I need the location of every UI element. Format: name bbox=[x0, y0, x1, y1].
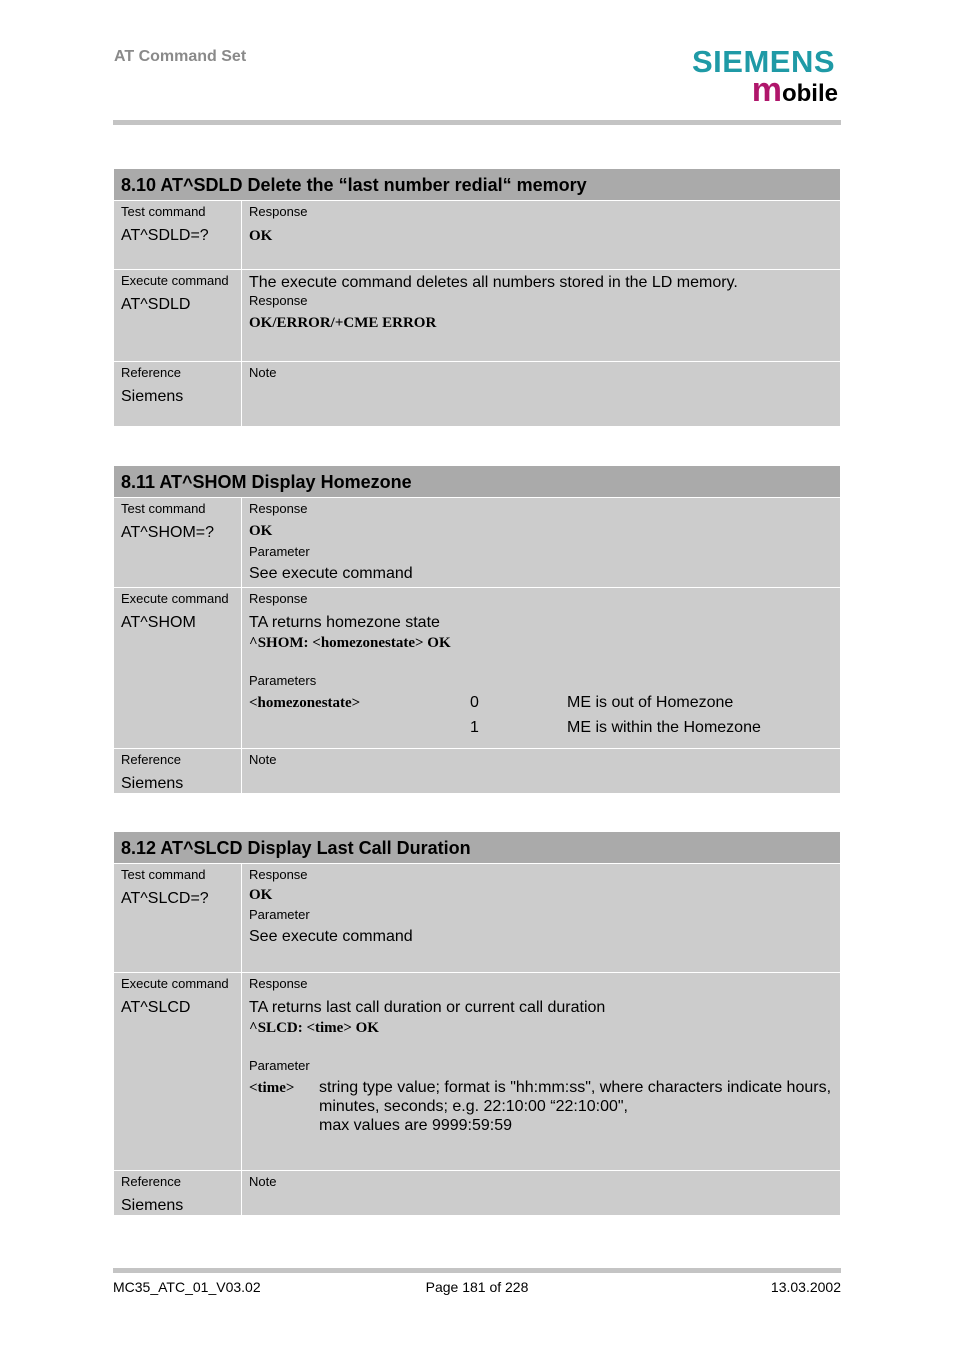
reference-value: Siemens bbox=[121, 1197, 184, 1214]
parameter-text-line: max values are 9999:59:59 bbox=[319, 1117, 513, 1134]
note-label: Note bbox=[249, 365, 277, 380]
parameters-label: Parameters bbox=[249, 673, 317, 688]
document-title: AT Command Set bbox=[114, 48, 247, 65]
test-command: AT^SDLD=? bbox=[121, 227, 209, 244]
test-response: OK bbox=[249, 887, 273, 903]
parameter-value-description: ME is out of Homezone bbox=[567, 694, 734, 711]
note-label: Note bbox=[249, 1174, 277, 1189]
parameter-label: Parameter bbox=[249, 544, 310, 559]
execute-command-row bbox=[114, 588, 840, 749]
test-command-row bbox=[114, 201, 840, 270]
test-command-row bbox=[114, 498, 840, 588]
parameter-value: 1 bbox=[470, 719, 479, 736]
execute-command-row bbox=[114, 270, 840, 362]
logo-m: m bbox=[751, 71, 782, 109]
test-command-label: Test command bbox=[121, 501, 206, 516]
siemens-mobile-logo bbox=[692, 44, 838, 108]
test-response: OK bbox=[249, 523, 273, 539]
reference-row bbox=[114, 749, 840, 793]
parameter-text-line: string type value; format is "hh:mm:ss", where characters indicate hours, bbox=[319, 1079, 832, 1096]
logo-mobile bbox=[751, 71, 838, 113]
response-label: Response bbox=[249, 293, 308, 308]
section-sdld bbox=[114, 169, 840, 426]
execute-command-label: Execute command bbox=[121, 976, 229, 991]
execute-response: OK/ERROR/+CME ERROR bbox=[249, 315, 437, 331]
parameter-value-row bbox=[249, 693, 834, 718]
test-command-label: Test command bbox=[121, 867, 206, 882]
reference-label: Reference bbox=[121, 365, 181, 380]
note-label: Note bbox=[249, 752, 277, 767]
test-command: AT^SHOM=? bbox=[121, 524, 215, 541]
section-shom bbox=[114, 466, 840, 793]
execute-description: TA returns homezone state bbox=[249, 614, 440, 631]
footer-date: 13.03.2002 bbox=[770, 1279, 841, 1295]
execute-command-row bbox=[114, 973, 840, 1171]
execute-command-label: Execute command bbox=[121, 591, 229, 606]
parameter-value: 0 bbox=[470, 694, 479, 711]
test-command-label: Test command bbox=[121, 204, 206, 219]
section-title: 8.11 AT^SHOM Display Homezone bbox=[114, 466, 840, 498]
parameter-text-line: minutes, seconds; e.g. 22:10:00 “22:10:00", bbox=[319, 1098, 628, 1115]
test-command-row bbox=[114, 864, 840, 973]
parameter-value-row bbox=[249, 718, 834, 743]
test-parameter-text: See execute command bbox=[249, 928, 413, 945]
execute-description: TA returns last call duration or current call duration bbox=[249, 999, 606, 1016]
response-label: Response bbox=[249, 204, 308, 219]
parameter-label: Parameter bbox=[249, 907, 310, 922]
response-label: Response bbox=[249, 867, 308, 882]
parameter-description bbox=[249, 1078, 834, 1135]
parameter-value-description: ME is within the Homezone bbox=[567, 719, 761, 736]
execute-description: The execute command deletes all numbers stored in the LD memory. bbox=[249, 274, 738, 291]
reference-label: Reference bbox=[121, 752, 181, 767]
parameter-label: Parameter bbox=[249, 1058, 310, 1073]
response-label: Response bbox=[249, 591, 308, 606]
section-title: 8.10 AT^SDLD Delete the “last number redial“ memory bbox=[114, 169, 840, 201]
reference-value: Siemens bbox=[121, 388, 184, 405]
footer-divider bbox=[113, 1268, 841, 1273]
execute-command: AT^SDLD bbox=[121, 296, 191, 313]
test-response: OK bbox=[249, 228, 273, 244]
section-title: 8.12 AT^SLCD Display Last Call Duration bbox=[114, 832, 840, 864]
logo-rest: obile bbox=[781, 80, 838, 107]
footer-page-number: Page 181 of 228 bbox=[425, 1279, 529, 1295]
header-divider bbox=[113, 120, 841, 125]
section-slcd bbox=[114, 832, 840, 1215]
execute-command-label: Execute command bbox=[121, 273, 229, 288]
reference-row bbox=[114, 1171, 840, 1215]
execute-command: AT^SHOM bbox=[121, 614, 196, 631]
footer-doc-id: MC35_ATC_01_V03.02 bbox=[113, 1279, 261, 1295]
parameter-name: <time> bbox=[249, 1080, 295, 1096]
logo-brand: SIEMENS bbox=[692, 44, 836, 79]
execute-response: ^SHOM: <homezonestate> OK bbox=[249, 635, 451, 651]
test-parameter-text: See execute command bbox=[249, 565, 413, 582]
parameter-name: <homezonestate> bbox=[249, 695, 361, 711]
test-command: AT^SLCD=? bbox=[121, 890, 209, 907]
response-label: Response bbox=[249, 501, 308, 516]
reference-row bbox=[114, 362, 840, 426]
reference-label: Reference bbox=[121, 1174, 181, 1189]
execute-response: ^SLCD: <time> OK bbox=[249, 1020, 379, 1036]
execute-command: AT^SLCD bbox=[121, 999, 191, 1016]
reference-value: Siemens bbox=[121, 775, 184, 792]
response-label: Response bbox=[249, 976, 308, 991]
